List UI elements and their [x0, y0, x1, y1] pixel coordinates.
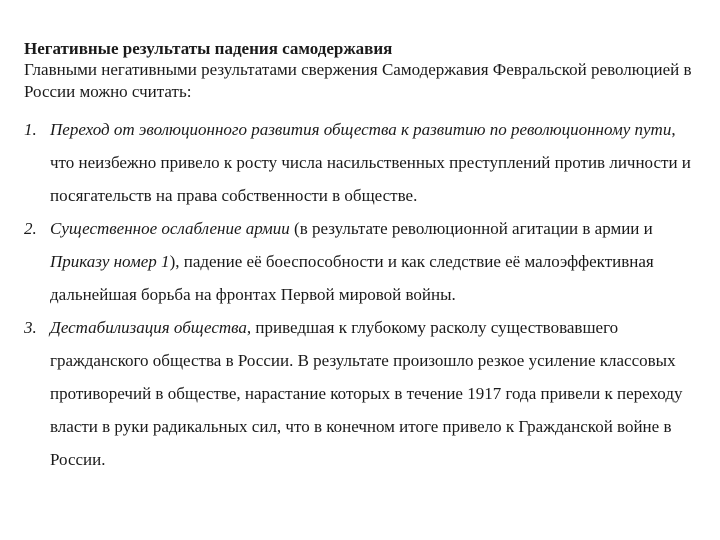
- list-item-emphasis: Переход от эволюционного развития общества к развитию по революционному пути: [50, 120, 672, 139]
- list-item-text-continued: ), падение её боеспособности и как следствие её малоэффективная дальнейшая борьба на фронтах Первой мировой войны.: [50, 252, 654, 304]
- results-list: [24, 113, 704, 476]
- document-page: [24, 38, 704, 476]
- list-item-text: (в результате революционной агитации в армии и: [289, 219, 653, 238]
- list-item-text: , приведшая к глубокому расколу существовавшего гражданского общества в России. В результате произошло резкое усиление классовых противоречий в обществе, нарастание которых в течение 1917 года привели к переходу власти в руки радикальных сил, что в конечном итоге привело к Гражданской войне в России.: [50, 318, 683, 469]
- list-item-number: 3.: [24, 318, 37, 337]
- document-title: Негативные результаты падения самодержавия: [24, 39, 393, 58]
- list-item-number: 1.: [24, 120, 37, 139]
- list-item-emphasis: Дестабилизация общества: [50, 318, 247, 337]
- list-item: [24, 212, 704, 311]
- document-intro: Главными негативными результатами свержения Самодержавия Февральской революцией в России можно считать:: [24, 60, 692, 101]
- list-item: [24, 113, 704, 212]
- list-item: [24, 311, 704, 476]
- list-item-emphasis-order: Приказу номер 1: [50, 252, 170, 271]
- list-item-number: 2.: [24, 219, 37, 238]
- list-item-text: , что неизбежно привело к росту числа насильственных преступлений против личности и посягательств на права собственности в обществе.: [50, 120, 691, 205]
- list-item-emphasis: Существенное ослабление армии: [50, 219, 290, 238]
